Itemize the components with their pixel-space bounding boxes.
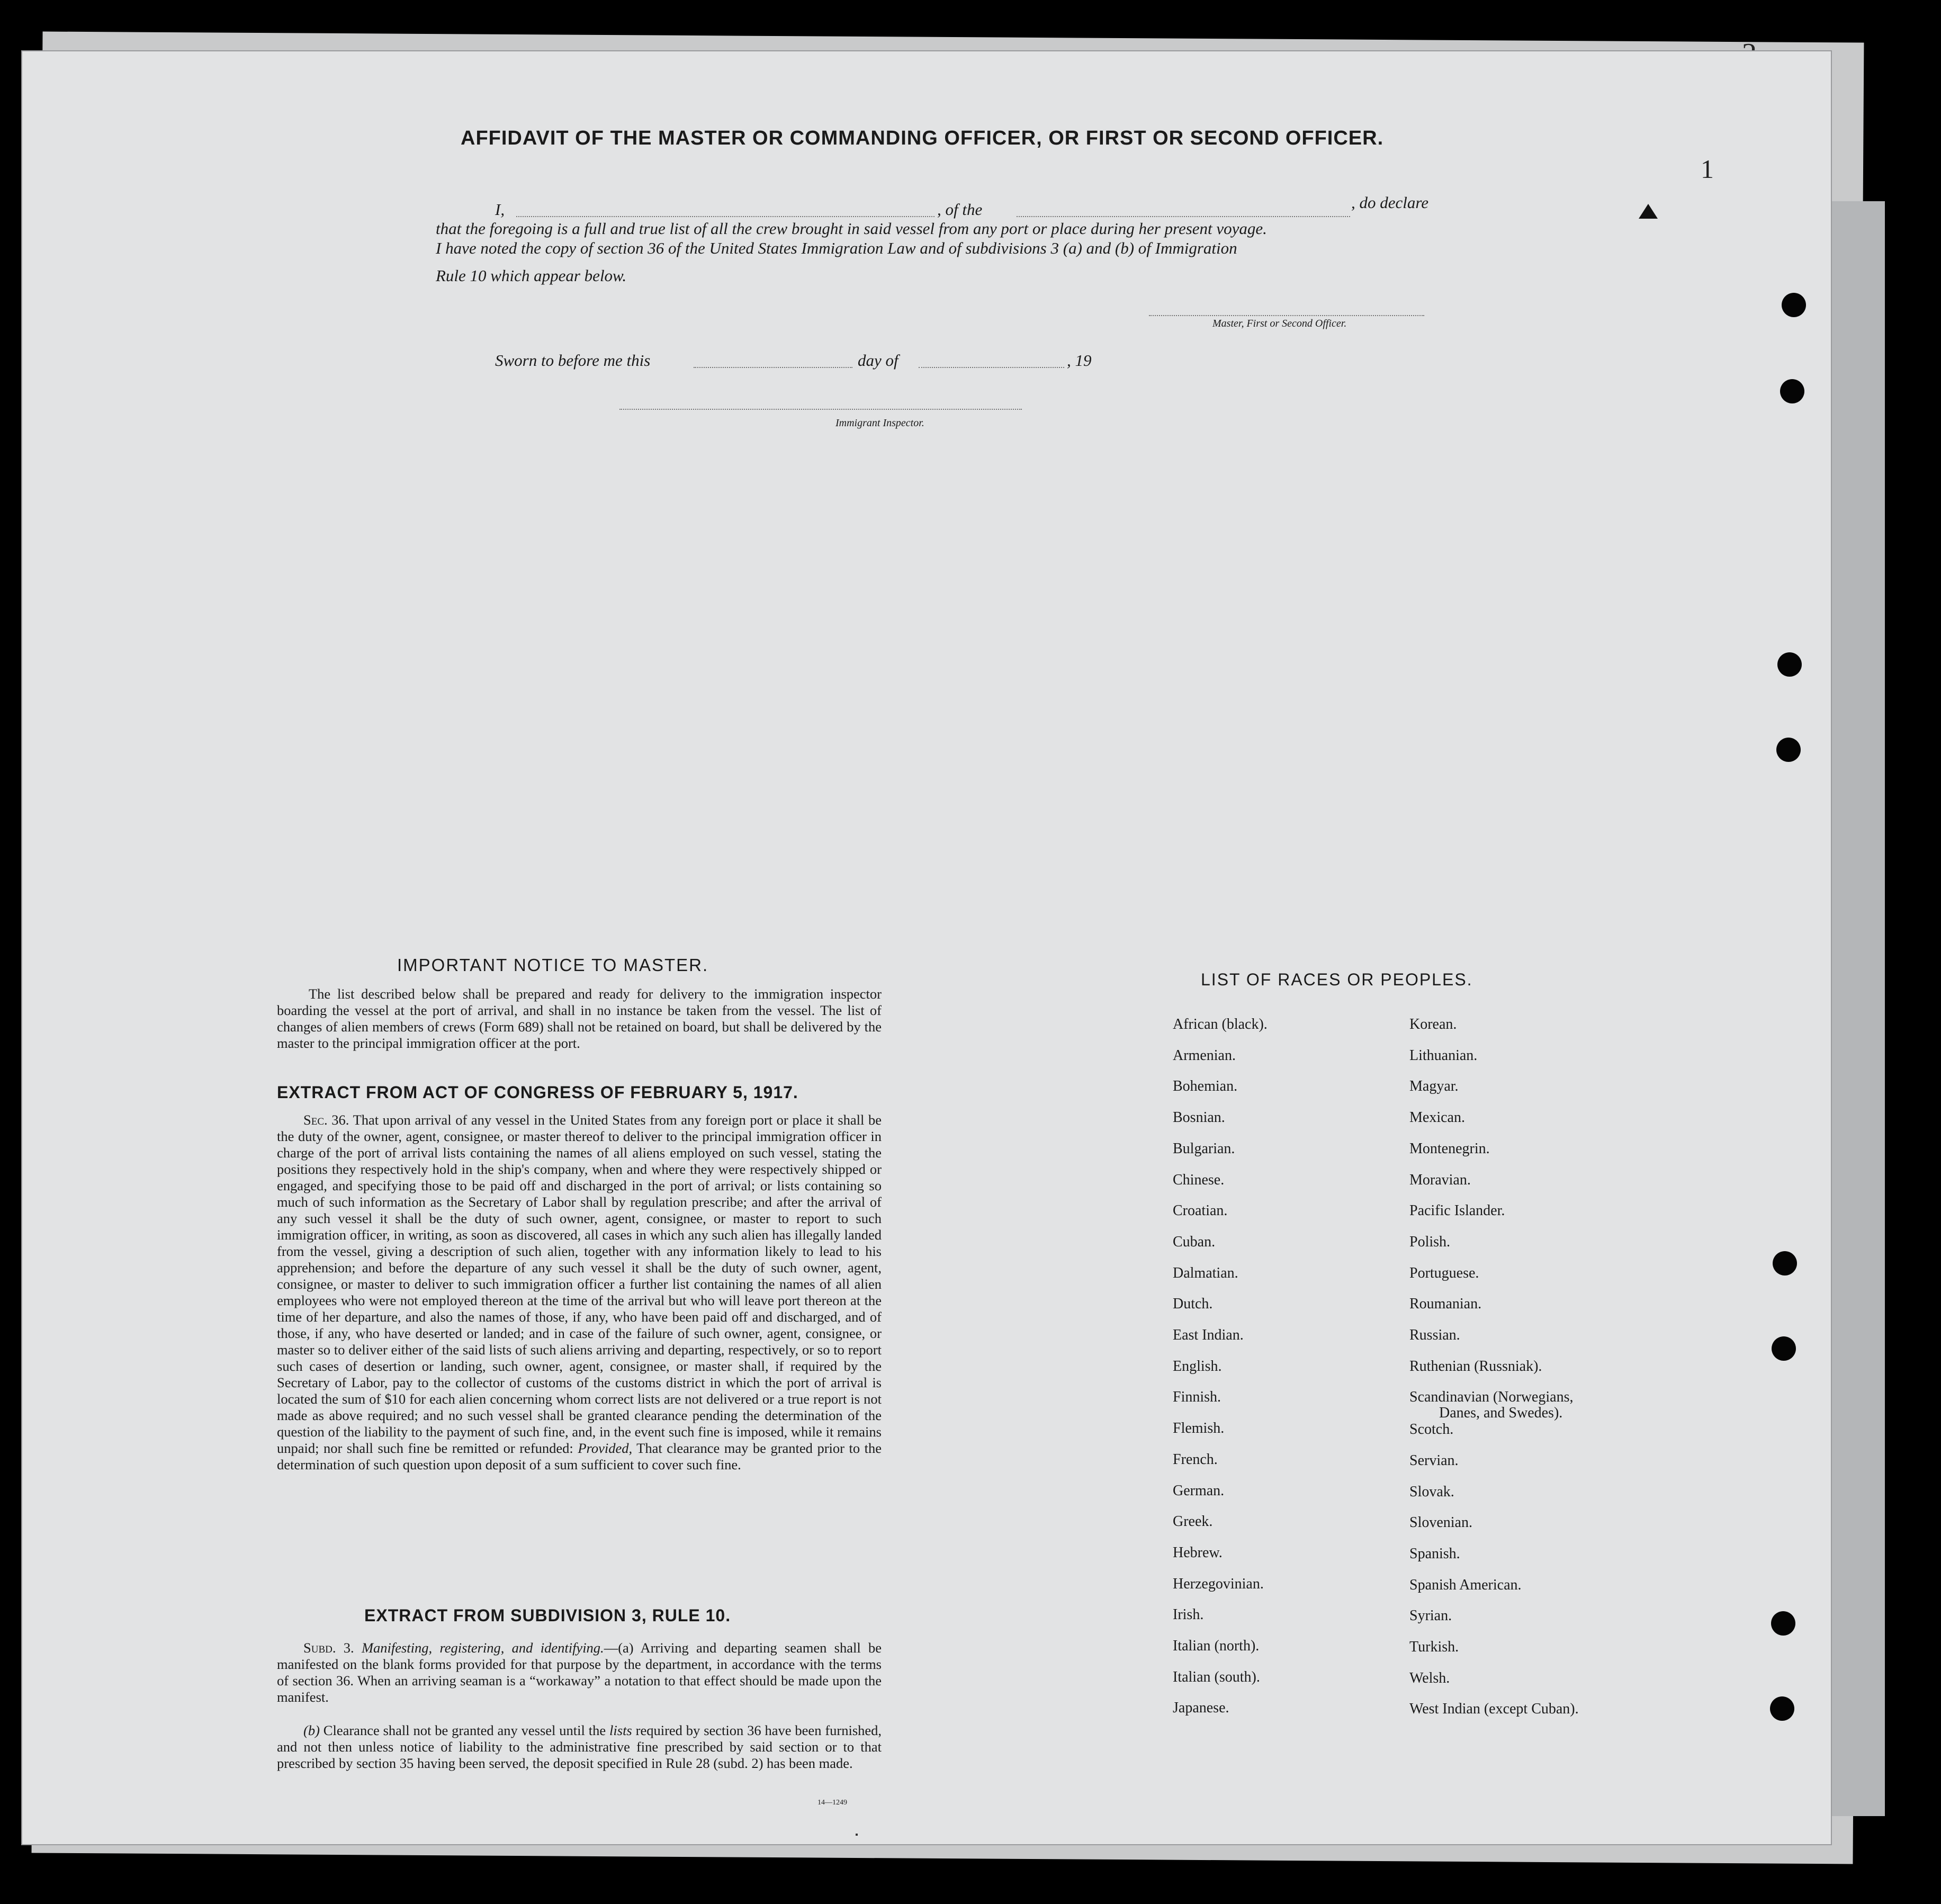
race-item: West Indian (except Cuban).: [1409, 1701, 1579, 1718]
race-item: Flemish.: [1173, 1420, 1225, 1437]
race-item-continuation: Danes, and Swedes).: [1439, 1405, 1563, 1422]
notice-title: IMPORTANT NOTICE TO MASTER.: [397, 955, 709, 975]
part-a-text: Arriving and departing seamen shall be manifested on the blank forms provided for that purpose by the department, in accordance with the terms of section 36. When an arriving seaman is a “workaway” a notation to that effect should be made upon the manifest.: [277, 1640, 882, 1705]
race-item: Greek.: [1173, 1513, 1213, 1530]
inspector-caption: Immigrant Inspector.: [835, 417, 924, 429]
race-item: Moravian.: [1409, 1171, 1471, 1188]
binder-hole-icon: [1780, 379, 1804, 403]
race-item: Spanish.: [1409, 1545, 1460, 1562]
sworn-label: Sworn to before me this: [495, 351, 651, 370]
race-item: Armenian.: [1173, 1047, 1236, 1064]
affidavit-title: AFFIDAVIT OF THE MASTER OR COMMANDING OFFICER, OR FIRST OR SECOND OFFICER.: [461, 127, 1384, 149]
subd-label: Subd. 3.: [303, 1640, 354, 1656]
sworn-month-field[interactable]: [919, 367, 1064, 368]
subd-heading: Manifesting, registering, and identifying.: [361, 1640, 604, 1656]
race-item: Dutch.: [1173, 1296, 1213, 1313]
affidavit-line-2: that the foregoing is a full and true list of all the crew brought in said vessel from any port or place during her present voyage.: [436, 219, 1267, 238]
sworn-day-field[interactable]: [694, 367, 852, 368]
race-item: French.: [1173, 1451, 1218, 1468]
officer-signature-field[interactable]: [1149, 315, 1424, 316]
race-item: Mexican.: [1409, 1109, 1465, 1126]
race-item: English.: [1173, 1358, 1222, 1375]
notice-body: The list described below shall be prepared and ready for delivery to the immigration inspector boarding the vessel at the port of arrival, and shall in no instance be taken from the vessel. The list of changes of alien members of crews (Form 689) shall not be retained on board, but shall be delivered by the master to the principal immigration officer at the port.: [277, 986, 882, 1051]
race-item: Polish.: [1409, 1233, 1451, 1250]
inspector-signature-field[interactable]: [619, 409, 1022, 410]
vessel-name-field[interactable]: [1017, 216, 1350, 217]
race-item: Irish.: [1173, 1606, 1204, 1623]
race-item: Italian (south).: [1173, 1668, 1260, 1685]
race-item: Portuguese.: [1409, 1264, 1479, 1281]
affidavit-line-4: Rule 10 which appear below.: [436, 266, 627, 285]
race-item: Bosnian.: [1173, 1109, 1225, 1126]
race-item: Montenegrin.: [1409, 1140, 1490, 1157]
extract-act-body: [277, 1112, 882, 1473]
race-item: Pacific Islander.: [1409, 1202, 1505, 1219]
page-mark: [856, 1834, 858, 1836]
extract-rule-body: [277, 1640, 882, 1705]
race-item: Lithuanian.: [1409, 1047, 1478, 1064]
section-label: Sec. 36.: [303, 1112, 349, 1128]
part-a-label: —(a): [604, 1640, 634, 1656]
binder-hole-icon: [1772, 1336, 1796, 1361]
race-item: Croatian.: [1173, 1202, 1228, 1219]
part-b-text-1: Clearance shall not be granted any vessel until the: [323, 1722, 606, 1738]
race-item: Roumanian.: [1409, 1296, 1482, 1313]
extract-rule-title: EXTRACT FROM SUBDIVISION 3, RULE 10.: [364, 1606, 731, 1625]
race-item: Turkish.: [1409, 1639, 1459, 1655]
race-item: African (black).: [1173, 1016, 1268, 1032]
race-item: Slovak.: [1409, 1483, 1454, 1500]
part-b-text-2: required by section 36 have been furnished, and not then unless notice of liability to the administrative fine prescribed by said section or to that prescribed by section 35 having been served, the deposit specified in Rule 28 (subd. 2) has been made.: [277, 1722, 882, 1771]
master-name-field[interactable]: [516, 216, 934, 217]
race-item: Hebrew.: [1173, 1544, 1223, 1561]
race-item: Spanish American.: [1409, 1576, 1522, 1593]
race-item: Chinese.: [1173, 1171, 1225, 1188]
corner-mark: 1: [1701, 154, 1714, 184]
section-36-text: That upon arrival of any vessel in the United States from any foreign port or place it shall be the duty of the owner, agent, consignee, or master thereof to deliver to the principal immigration officer in charge of the port of arrival lists containing the names of all aliens employed on such vessel, stating the positions they respectively hold in the ship's company, when and where they were respectively shipped or engaged, and specifying those to be paid off and discharged in the port of arrival; or lists containing so much of such information as the Secretary of Labor shall by regulation prescribe; and after the arrival of any such vessel it shall be the duty of such owner, agent, consignee, or master to report to such immigration officer, in writing, as soon as discovered, all cases in which any such alien has illegally landed from the vessel, giving a description of such alien, together with any information likely to lead to his apprehension; and before the departure of any such vessel it shall be the duty of such owner, agent, consignee, or master to deliver to such immigration officer a further list containing the names of all alien employees who were not employed thereon at the time of the arrival but who will leave port thereon at the time of her departure, and also the names of those, if any, who have been paid off and discharged, and of those, if any, who have deserted or landed; and in case of the failure of such owner, agent, consignee, or master so to deliver either of the said lists of such aliens arriving and departing, respectively, or so to report such cases of desertion or landing, such owner, agent, consignee, or master shall, if required by the Secretary of Labor, pay to the collector of customs of the customs district in which the port of arrival is located the sum of $10 for each alien concerning whom correct lists are not delivered or a true report is not made as above required; and no such vessel shall be granted clearance pending the determination of the question of the liability to the payment of such fine, and, in the event such fine is imposed, while it remains unpaid; nor shall such fine be remitted or refunded:: [277, 1112, 882, 1456]
race-item: Syrian.: [1409, 1607, 1452, 1624]
race-item: Slovenian.: [1409, 1514, 1472, 1531]
race-item: Scandinavian (Norwegians,: [1409, 1389, 1574, 1406]
affidavit-do-declare: , do declare: [1351, 193, 1429, 212]
race-item: Finnish.: [1173, 1389, 1221, 1406]
race-item: Ruthenian (Russniak).: [1409, 1358, 1542, 1375]
affidavit-i-label: I,: [495, 200, 505, 219]
race-item: Herzegovinian.: [1173, 1575, 1264, 1592]
races-title: LIST OF RACES OR PEOPLES.: [1201, 970, 1473, 989]
race-item: Servian.: [1409, 1452, 1459, 1469]
race-item: Welsh.: [1409, 1669, 1450, 1686]
race-item: Italian (north).: [1173, 1638, 1260, 1654]
section-36-end: That clearance may be granted prior to the determination of such question upon deposit of a sum sufficient to cover such fine.: [277, 1440, 882, 1472]
form-page: [21, 50, 1832, 1845]
affidavit-line-3: I have noted the copy of section 36 of the United States Immigration Law and of subdivisions 3 (a) and (b) of Immigration: [436, 239, 1237, 257]
provided-label: Provided,: [578, 1440, 633, 1456]
binder-hole-icon: [1770, 1696, 1794, 1721]
race-item: Bulgarian.: [1173, 1140, 1235, 1157]
race-item: Cuban.: [1173, 1233, 1216, 1250]
race-item: Scotch.: [1409, 1421, 1454, 1438]
binder-hole-icon: [1782, 293, 1806, 317]
race-item: German.: [1173, 1482, 1225, 1499]
year-label: , 19: [1067, 351, 1092, 370]
race-item: Japanese.: [1173, 1700, 1229, 1717]
part-b-lists: lists: [609, 1722, 632, 1738]
binder-hole-icon: [1771, 1611, 1795, 1636]
race-item: Bohemian.: [1173, 1078, 1238, 1095]
race-item: Russian.: [1409, 1327, 1460, 1343]
race-item: Dalmatian.: [1173, 1264, 1238, 1281]
race-item: East Indian.: [1173, 1327, 1244, 1343]
triangle-mark-icon: [1639, 204, 1658, 219]
part-b-label: (b): [303, 1722, 320, 1738]
signature-caption: Master, First or Second Officer.: [1212, 318, 1347, 329]
race-item: Korean.: [1409, 1016, 1457, 1032]
form-number: 14—1249: [817, 1799, 847, 1807]
binder-hole-icon: [1773, 1251, 1797, 1276]
extract-act-title: EXTRACT FROM ACT OF CONGRESS OF FEBRUARY 5, 1917.: [277, 1083, 798, 1102]
binder-hole-icon: [1777, 652, 1802, 677]
race-item: Magyar.: [1409, 1078, 1459, 1095]
affidavit-of-the-label: , of the: [937, 200, 983, 219]
extract-rule-part-b: [277, 1722, 882, 1772]
binder-hole-icon: [1776, 738, 1801, 762]
day-of-label: day of: [858, 351, 898, 370]
